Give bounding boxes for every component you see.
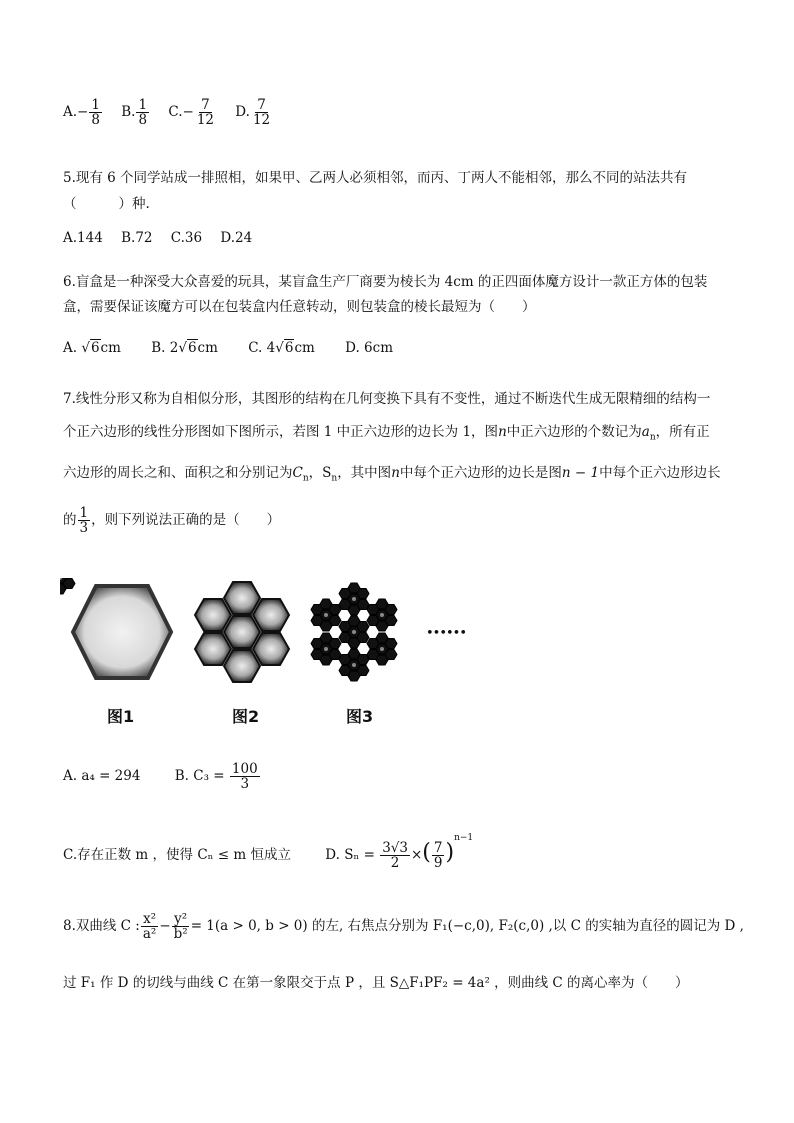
ellipsis-dots: •••••• [426, 626, 467, 641]
q4-option-c[interactable]: C.− $\frac{7}{12}$ [168, 97, 214, 129]
fraction: $\frac{7}{12}$ [196, 97, 214, 129]
q5-stem-line2: （ ）种. [63, 196, 150, 212]
q5-options [63, 230, 266, 246]
q4-option-d[interactable]: D. $\frac{7}{12}$ [235, 97, 271, 129]
fraction: $\frac{7}{9}$ [433, 839, 443, 871]
q6-stem-line2: 盒，需要保证该魔方可以在包装盒内任意转动，则包装盒的棱长最短为（ ） [63, 299, 536, 315]
fraction: $\frac{3√3}{2}$ [382, 839, 408, 871]
q8-stem-line2: 过 F₁ 作 D 的切线与曲线 C 在第一象限交于点 P ，且 S△F₁PF₂ = 4a² ，则曲线 C 的离心率为（ ） [63, 975, 689, 991]
fig-label-3: 图3 [346, 707, 374, 726]
fraction: $\frac{\text{x²}}{\text{a²}}$ [142, 911, 157, 943]
q6-stem-line1: 6.盲盒是一种深受大众喜爱的玩具，某盲盒生产厂商要为棱长为 4cm 的正四面体魔方设计一款正方体的包装 [63, 274, 708, 290]
fraction: $\frac{100}{3}$ [231, 761, 258, 793]
q5-option-b[interactable]: B.72 [121, 230, 153, 246]
q7-options-ab [63, 762, 275, 791]
fig-label-2: 图2 [232, 707, 260, 726]
q7-option-d[interactable]: D. Sₙ = $\frac{3√3}{2}$ ×( $\frac{7}{9}$ )$^{n-1}$ [325, 832, 474, 871]
q8-stem-line1: 8.双曲线 C : $\frac{\text{x²}}{\text{a²}}$ − $\frac{\text{y²}}{\text{b²}}$ = 1(a > 0, b > 0) 的左, 右焦点分别为 F₁(−c,0), F₂(c,0) ,以 C 的实轴为直径的圆记为 D , [63, 911, 744, 943]
fraction: $\frac{7}{12}$ [252, 97, 271, 129]
fraction: $\frac{1}{3}$ [79, 505, 89, 537]
q4-option-a[interactable]: A.− $\frac{1}{8}$ [63, 97, 100, 129]
q4-options [63, 98, 287, 127]
q7-option-b[interactable]: B. C₃ = $\frac{100}{3}$ [174, 761, 258, 793]
q6-option-d[interactable]: D. 6cm [345, 340, 394, 356]
hexagon-fig3 [60, 578, 75, 594]
q7-stem-line3: 六边形的周长之和、面积之和分别记为$C_n$，$S_n$，其中图n中每个正六边形的边长是图n − 1中每个正六边形边长 [63, 465, 721, 484]
q6-option-a[interactable]: A. √6cm [63, 340, 121, 356]
q6-option-c[interactable]: C. 4√6cm [248, 340, 315, 356]
q6-options [63, 340, 407, 356]
fraction: $\frac{1}{8}$ [91, 97, 100, 129]
q7-stem-line1: 7.线性分形又称为自相似分形，其图形的结构在几何变换下具有不变性，通过不断迭代生成无限精细的结构一 [63, 391, 711, 407]
fractal-hexagon-figures [60, 578, 480, 698]
q7-options-cd [63, 832, 487, 874]
q6-option-b[interactable]: B. 2√6cm [151, 340, 218, 356]
fraction: $\frac{\text{y²}}{\text{b²}}$ [173, 911, 188, 943]
q5-option-c[interactable]: C.36 [170, 230, 203, 246]
fig-label-1: 图1 [107, 707, 135, 726]
q5-option-d[interactable]: D.24 [220, 230, 253, 246]
q7-option-a[interactable]: A. a₄ = 294 [63, 768, 141, 785]
q7-stem-line2: 个正六边形的线性分形图如下图所示，若图 1 中正六边形的边长为 1，图n中正六边形的个数记为$a_n$，所有正 [63, 424, 710, 443]
q5-stem-line1: 5.现有 6 个同学站成一排照相，如果甲、乙两人必须相邻，而丙、丁两人不能相邻，那么不同的站法共有 [63, 170, 688, 186]
q5-option-a[interactable]: A.144 [63, 230, 103, 246]
hexagon-fig2 [195, 582, 289, 682]
hexagon-fig1 [73, 586, 171, 678]
q4-option-b[interactable]: B. $\frac{1}{8}$ [121, 97, 148, 129]
q7-option-c[interactable]: C.存在正数 m ，使得 Cₙ ≤ m 恒成立 [63, 847, 291, 863]
fraction: $\frac{1}{8}$ [138, 97, 148, 129]
q7-stem-line4: 的 $\frac{1}{3}$ ，则下列说法正确的是（ ） [63, 505, 281, 537]
